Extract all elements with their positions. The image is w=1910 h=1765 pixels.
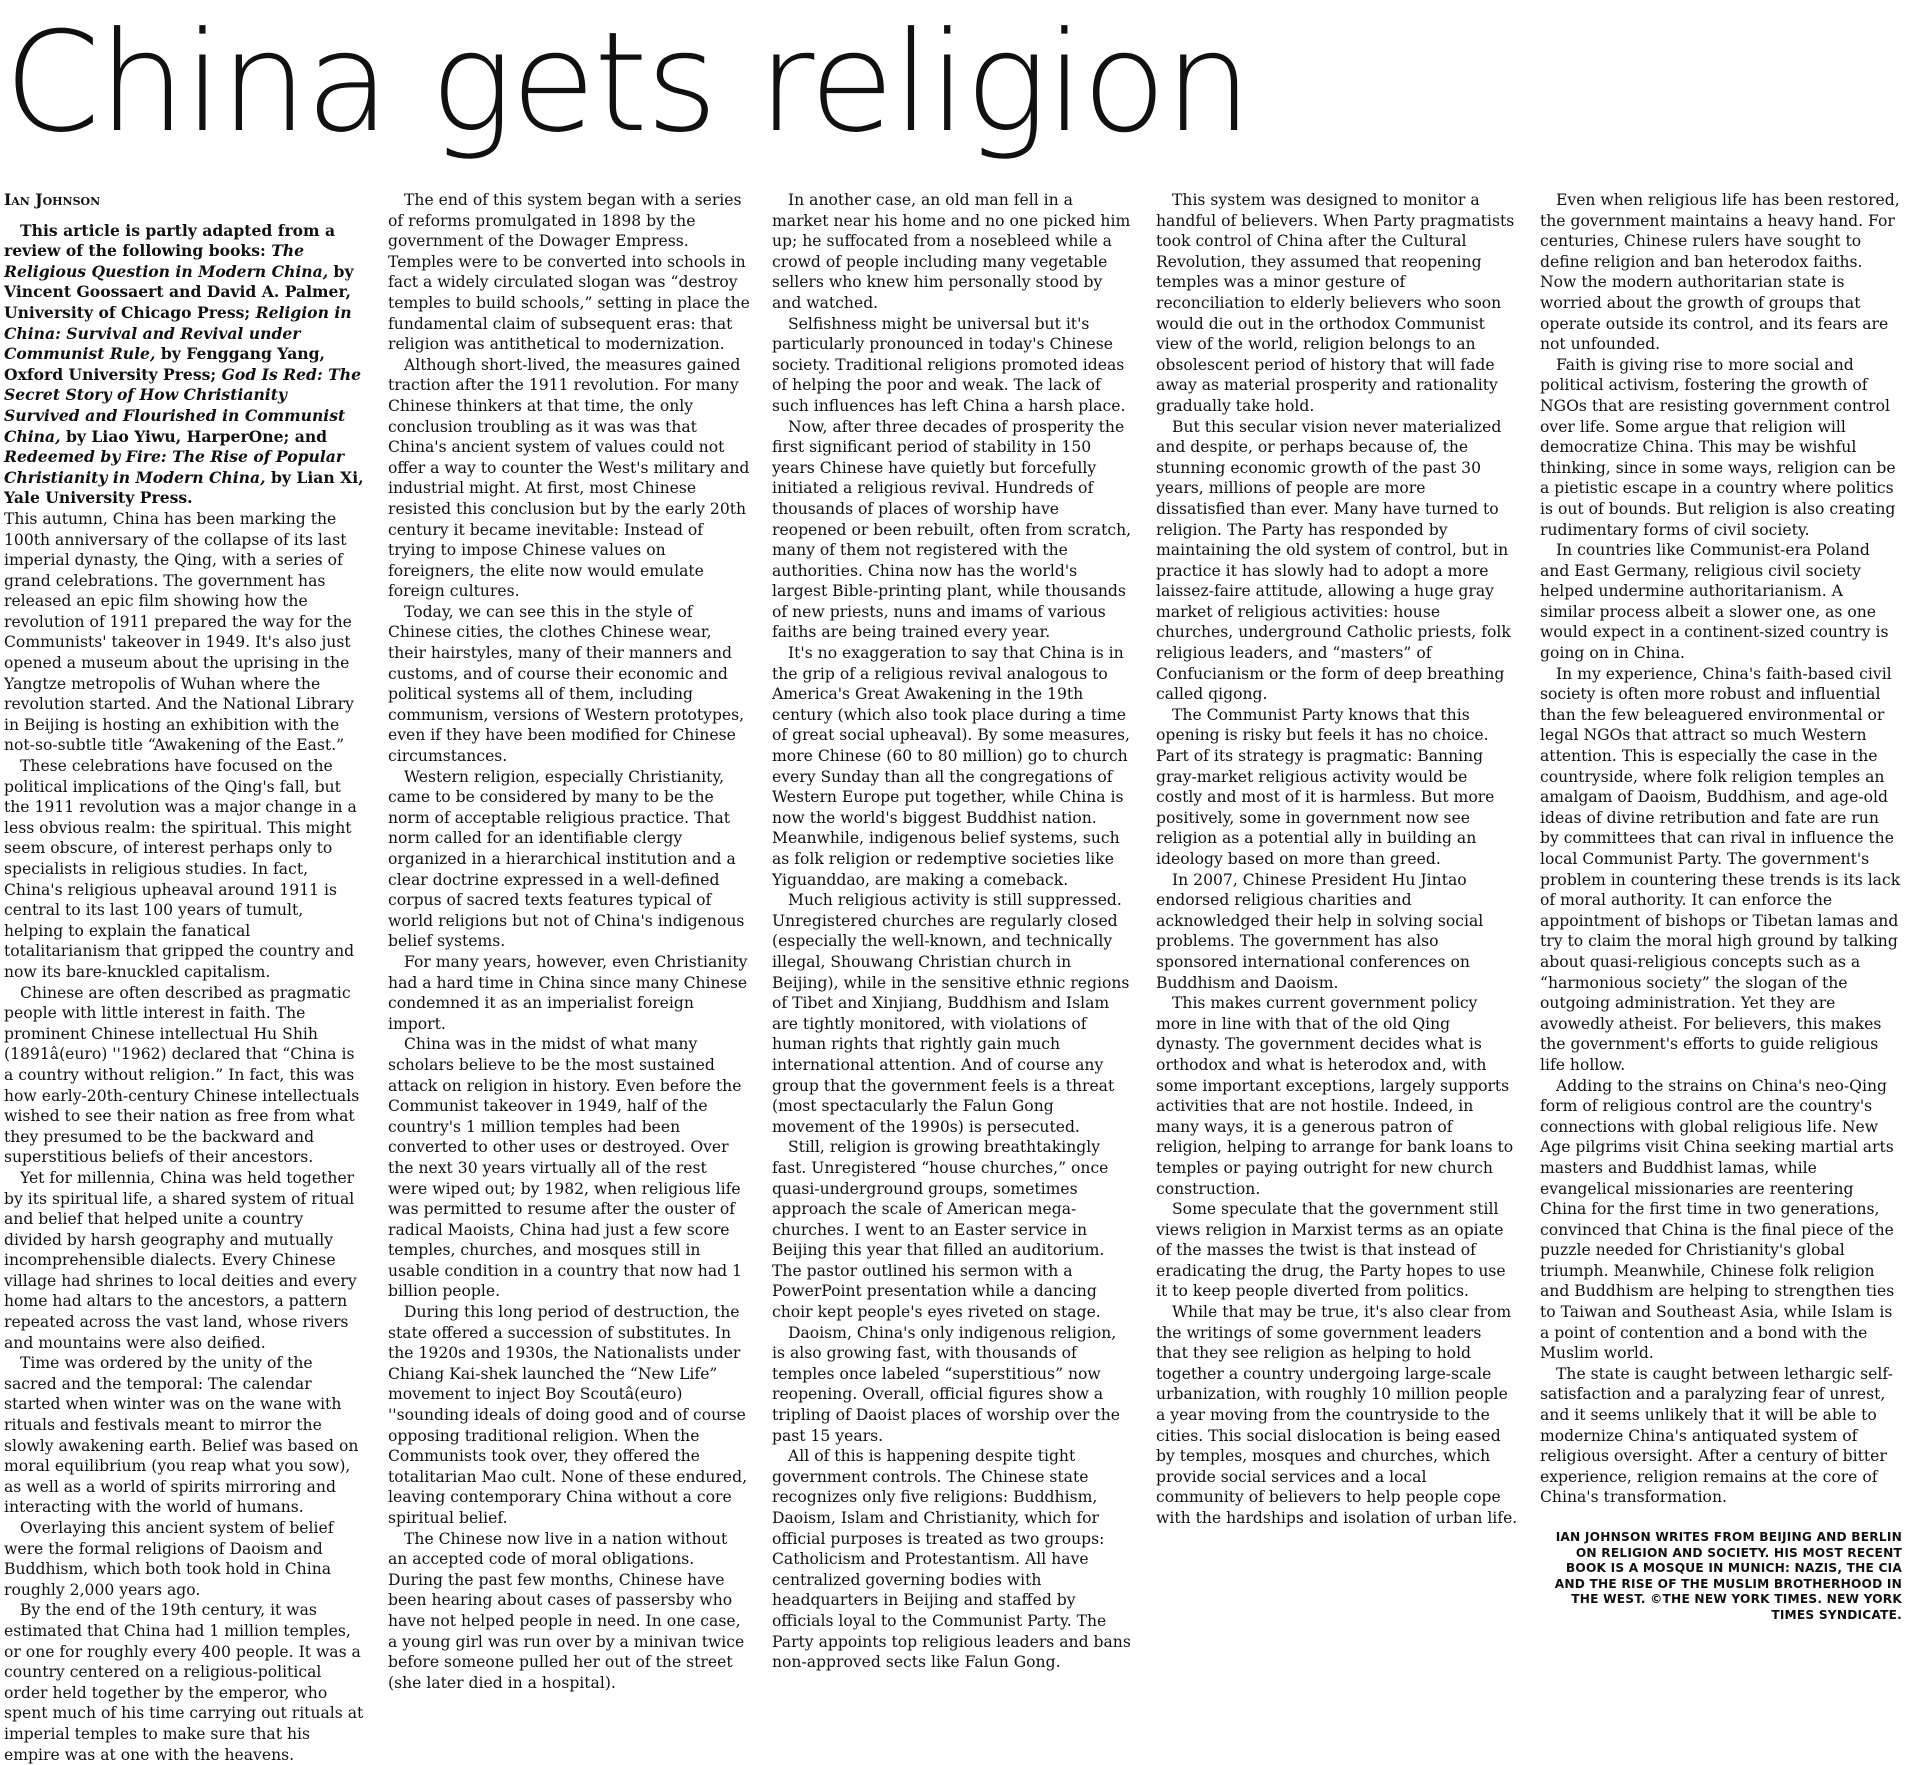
article-paragraph: In my experience, China's faith-based civil society is often more robust and influential than the few beleaguered environmental or legal NGOs that attract so much Western attention. This is especially the case in the countryside, where folk religion temples an amalgam of Daoism, Buddhism, and age-old ideas of divine retribution and fate are run by committees that can rival in influence the local Communist Party. The government's problem in countering these trends is its lack of moral authority. It can enforce the appointment of bishops or Tibetan lamas and try to claim the moral high ground by talking about quasi-religious concepts such as a “harmonious society” the slogan of the outgoing administration. Yet they are avowedly atheist. For believers, this makes the government's efforts to guide religious life hollow. <box>1540 664 1901 1074</box>
article-paragraph: This autumn, China has been marking the 100th anniversary of the collapse of its last imperial dynasty, the Qing, with a series of grand celebrations. The government has released an epic film showing how the revolution of 1911 prepared the way for the Communists' takeover in 1949. It's also just opened a museum about the uprising in the Yangtze metropolis of Wuhan where the revolution started. And the National Library in Beijing is hosting an exhibition with the not-so-subtle title “Awakening of the East.” <box>4 509 354 755</box>
article-paragraph: In countries like Communist-era Poland and East Germany, religious civil society helped undermine authoritarianism. A similar process albeit a slower one, as one would expect in a continent-sized country is going on in China. <box>1540 541 1889 663</box>
article-paragraph: Overlaying this ancient system of belief were the formal religions of Daoism and Buddhism, which both took hold in China roughly 2,000 years ago. <box>4 1519 334 1599</box>
column-2 <box>388 190 750 1692</box>
article-paragraph: While that may be true, it's also clear from the writings of some government leaders that they see religion as helping to hold together a country undergoing large-scale urbanization, with roughly 10 million people a year moving from the countryside to the cities. This social dislocation is being eased by temples, mosques and churches, which provide social services and a local community of believers to help people cope with the hardships and isolation of urban life. <box>1156 1303 1518 1527</box>
column-3 <box>772 190 1134 1672</box>
article-paragraph: These celebrations have focused on the political implications of the Qing's fall, but the 1911 revolution was a major change in a less obvious realm: the spiritual. This might seem obscure, of interest perhaps only to specialists in religious studies. In fact, China's religious upheaval around 1911 is central to its last 100 years of tumult, helping to explain the fanatical totalitarianism that gripped the country and now its bare-knuckled capitalism. <box>4 757 357 981</box>
article-paragraph: In 2007, Chinese President Hu Jintao endorsed religious charities and acknowledged their help in solving social problems. The government has also sponsored international conferences on Buddhism and Daoism. <box>1156 870 1484 992</box>
article-paragraph: In another case, an old man fell in a market near his home and no one picked him up; he suffocated from a nosebleed while a crowd of people including many vegetable sellers who knew him personally stood by and watched. <box>772 191 1131 312</box>
article-paragraph: Daoism, China's only indigenous religion, is also growing fast, with thousands of temples once labeled “superstitious” now reopening. Overall, official figures show a tripling of Daoist places of worship over the past 15 years. <box>772 1323 1121 1445</box>
article-paragraph: Still, religion is growing breathtakingly fast. Unregistered “house churches,” once quasi-underground groups, sometimes approach the scale of American mega-churches. I went to an Easter service in Beijing this year that filled an auditorium. The pastor outlined his sermon with a PowerPoint presentation while a dancing choir kept people's eyes riveted on stage. <box>772 1138 1109 1322</box>
article-paragraph: China was in the midst of what many scholars believe to be the most sustained attack on religion in history. Even before the Communist takeover in 1949, half of the country's 1 million temples had been converted to other uses or destroyed. Over the next 30 years virtually all of the rest were wiped out; by 1982, when religious life was permitted to resume after the ouster of radical Maoists, China had just a few score temples, churches, and mosques still in usable condition in a country that now had 1 billion people. <box>388 1035 742 1301</box>
article-paragraph: Now, after three decades of prosperity the first significant period of stability in 150 years Chinese have quietly but forcefully initiated a religious revival. Hundreds of thousands of places of worship have reopened or been rebuilt, often from scratch, many of them not registered with the authorities. China now has the world's largest Bible-printing plant, while thousands of new priests, nuns and imams of various faiths are being trained every year. <box>772 417 1132 642</box>
article-paragraph: During this long period of destruction, the state offered a succession of substitutes. In the 1920s and 1930s, the Nationalists under Chiang Kai-shek launched the “New Life” movement to inject Boy Scoutâ(euro) ''sounding ideals of doing good and of course opposing traditional religion. When the Communists took over, they offered the totalitarian Mao cult. None of these endured, leaving contemporary China without a core spiritual belief. <box>388 1303 748 1527</box>
intro-note: This article is partly adapted from a review of the following books: The Religious Question in Modern China, by Vincent Goossaert and David A. Palmer, University of Chicago Press; Religion in China: Survival and Revival under Communist Rule, by Fenggang Yang, Oxford University Press; God Is Red: The Secret Story of How Christianity Survived and Flourished in Communist China, by Liao Yiwu, HarperOne; and Redeemed by Fire: The Rise of Popular Christianity in Modern China, by Lian Xi, Yale University Press. <box>4 220 364 508</box>
article-paragraph: Western religion, especially Christianity, came to be considered by many to be the norm of acceptable religious practice. That norm called for an identifiable clergy organized in a hierarchical institution and a clear doctrine expressed in a well-defined corpus of sacred texts features typical of world religions but not of China's indigenous belief systems. <box>388 767 745 951</box>
book-title: Religion in China: Survival and Revival under Communist Rule, <box>4 302 352 364</box>
book-title: God Is Red: The Secret Story of How Christianity Survived and Flourished in Communist China, <box>4 364 361 446</box>
article-paragraph: For many years, however, even Christianity had a hard time in China since many Chinese condemned it as an imperialist foreign import. <box>388 952 748 1033</box>
article-paragraph: Faith is giving rise to more social and political activism, fostering the growth of NGOs that are resisting government control over life. Some argue that religion will democratize China. This may be wishful thinking, since in some ways, religion can be a pietistic escape in a country where politics is out of bounds. But religion is also creating rudimentary forms of civil society. <box>1540 355 1896 539</box>
headline: China gets religion <box>4 2 1250 163</box>
article-paragraph: But this secular vision never materialized and despite, or perhaps because of, the stunning economic growth of the past 30 years, millions of people are more dissatisfied than ever. Many have turned to religion. The Party has responded by maintaining the old system of control, but in practice it has slowly had to adopt a more laissez-faire attitude, allowing a huge gray market of religious activities: house churches, underground Catholic priests, folk religious leaders, and “masters” of Confucianism or the form of deep breathing called qigong. <box>1156 417 1511 704</box>
article-paragraph: Selfishness might be universal but it's particularly pronounced in today's Chinese society. Traditional religions promoted ideas of helping the poor and weak. The lack of such influences has left China a harsh place. <box>772 314 1126 415</box>
book-title: The Religious Question in Modern China, <box>4 241 329 281</box>
article-paragraph: Much religious activity is still suppressed. Unregistered churches are regularly closed (especially the well-known, and technically illegal, Shouwang Christian church in Beijing), while in the sensitive ethnic regions of Tibet and Xinjiang, Buddhism and Islam are tightly monitored, with violations of human rights that rightly gain much international attention. And of course any group that the government feels is a threat (most spectacularly the Falun Gong movement of the 1990s) is persecuted. <box>772 891 1130 1136</box>
article-paragraph: Yet for millennia, China was held together by its spiritual life, a shared system of ritual and belief that helped unite a country divided by harsh geography and mutually incomprehensible dialects. Every Chinese village had shrines to local deities and every home had altars to the ancestors, a pattern repeated across the vast land, whose rivers and mountains were also deified. <box>4 1168 357 1352</box>
article-paragraph: Today, we can see this in the style of Chinese cities, the clothes Chinese wear, their hairstyles, many of their manners and customs, and of course their economic and political systems all of them, including communism, versions of Western prototypes, even if they have been modified for Chinese circumstances. <box>388 602 745 766</box>
article-paragraph: This system was designed to monitor a handful of believers. When Party pragmatists took control of China after the Cultural Revolution, they assumed that reopening temples was a minor gesture of reconciliation to elderly believers who soon would die out in the orthodox Communist view of the world, religion belongs to an obsolescent period of history that will fade away as material prosperity and rationality gradually take hold. <box>1156 191 1515 415</box>
article-paragraph: Even when religious life has been restored, the government maintains a heavy hand. For centuries, Chinese rulers have sought to define religion and ban heterodox faiths. Now the modern authoritarian state is worried about the growth of groups that operate outside its control, and its fears are not unfounded. <box>1540 191 1900 354</box>
column-4 <box>1156 190 1518 1590</box>
article-paragraph: By the end of the 19th century, it was estimated that China had 1 million temples, or one for roughly every 400 people. It was a country centered on a religious-political order held together by the emperor, who spent much of his time carrying out rituals at imperial temples to make sure that his empire was at one with the heavens. <box>4 1601 364 1764</box>
article-paragraph: The end of this system began with a series of reforms promulgated in 1898 by the government of the Dowager Empress. Temples were to be converted into schools in fact a widely circulated slogan was “destroy temples to build schools,” setting in place the fundamental claim of subsequent eras: that religion was antithetical to modernization. <box>388 191 750 354</box>
byline: Ian Johnson <box>4 190 101 209</box>
author-tagline: IAN JOHNSON WRITES FROM BEIJING AND BERLIN ON RELIGION AND SOCIETY. HIS MOST RECENT BOOK IS A MOSQUE IN MUNICH: NAZIS, THE CIA AND THE RISE OF THE MUSLIM BROTHERHOOD IN THE WEST. ©THE NEW YORK TIMES. NEW YORK TIMES SYNDICATE. <box>1554 1530 1902 1622</box>
article-paragraph: All of this is happening despite tight government controls. The Chinese state recognizes only five religions: Buddhism, Daoism, Islam and Christianity, which for official purposes is treated as two groups: Catholicism and Protestantism. All have centralized governing bodies with headquarters in Beijing and staffed by officials loyal to the Communist Party. The Party appoints top religious leaders and bans non-approved sects like Falun Gong. <box>772 1447 1131 1672</box>
article-paragraph: It's no exaggeration to say that China is in the grip of a religious revival analogous to America's Great Awakening in the 19th century (which also took place during a time of great social upheaval). By some measures, more Chinese (60 to 80 million) go to church every Sunday than all the congregations of Western Europe put together, while China is now the world's biggest Buddhist nation. Meanwhile, indigenous belief systems, such as folk religion or redemptive societies like Yiguanddao, are making a comeback. <box>772 644 1130 889</box>
article-paragraph: Chinese are often described as pragmatic people with little interest in faith. The prominent Chinese intellectual Hu Shih (1891â(euro) ''1962) declared that “China is a country without religion.” In fact, this was how early-20th-century Chinese intellectuals wished to see their nation as free from what they presumed to be the backward and superstitious beliefs of their ancestors. <box>4 983 360 1167</box>
article-paragraph: Adding to the strains on China's neo-Qing form of religious control are the country's connections with global religious life. New Age pilgrims visit China seeking martial arts masters and Buddhist lamas, while evangelical missionaries are reentering China for the first time in two generations, convinced that China is the final piece of the puzzle needed for Christianity's global triumph. Meanwhile, Chinese folk religion and Buddhism are helping to strengthen ties to Taiwan and Southeast Asia, while Islam is a point of contention and a bond with the Muslim world. <box>1540 1076 1895 1363</box>
book-title: Redeemed by Fire: The Rise of Popular Christianity in Modern China, <box>4 447 345 487</box>
column-5 <box>1540 190 1902 1622</box>
article-paragraph: Although short-lived, the measures gained traction after the 1911 revolution. For many Chinese thinkers at that time, the only conclusion troubling as it was was that China's ancient system of values could not offer a way to counter the West's military and industrial might. At first, most Chinese resisted this conclusion but by the early 20th century it became inevitable: Instead of trying to impose Chinese values on foreigners, the elite now would emulate foreign cultures. <box>388 355 750 601</box>
column-1 <box>4 190 366 1764</box>
article-paragraph: The Communist Party knows that this opening is risky but feels it has no choice. Part of its strategy is pragmatic: Banning gray-market religious activity would be costly and most of it is harmless. But more positively, some in government now see religion as a potential ally in building an ideology based on more than greed. <box>1156 705 1495 868</box>
article-paragraph: The state is caught between lethargic self-satisfaction and a paralyzing fear of unrest, and it seems unlikely that it will be able to modernize China's antiquated system of religious oversight. After a century of bitter experience, religion remains at the core of China's transformation. <box>1540 1364 1893 1507</box>
article-paragraph: Some speculate that the government still views religion in Marxist terms as an opiate of the masses the twist is that instead of eradicating the drug, the Party hopes to use it to keep people diverted from politics. <box>1156 1200 1506 1301</box>
article-paragraph: Time was ordered by the unity of the sacred and the temporal: The calendar started when winter was on the wane with rituals and festivals meant to mirror the slowly awakening earth. Belief was based on moral equilibrium (you reap what you sow), as well as a world of spirits mirroring and interacting with the world of humans. <box>4 1354 359 1517</box>
article-paragraph: This makes current government policy more in line with that of the old Qing dynasty. The government decides what is orthodox and what is heterodox and, with some important exceptions, largely supports activities that are not hostile. Indeed, in many ways, it is a generous patron of religion, helping to arrange for bank loans to temples or paying outright for new church construction. <box>1156 994 1514 1198</box>
article-paragraph: The Chinese now live in a nation without an accepted code of moral obligations. During the past few months, Chinese have been hearing about cases of passersby who have not helped people in need. In one case, a young girl was run over by a minivan twice before someone pulled her out of the street (she later died in a hospital). <box>388 1529 745 1692</box>
